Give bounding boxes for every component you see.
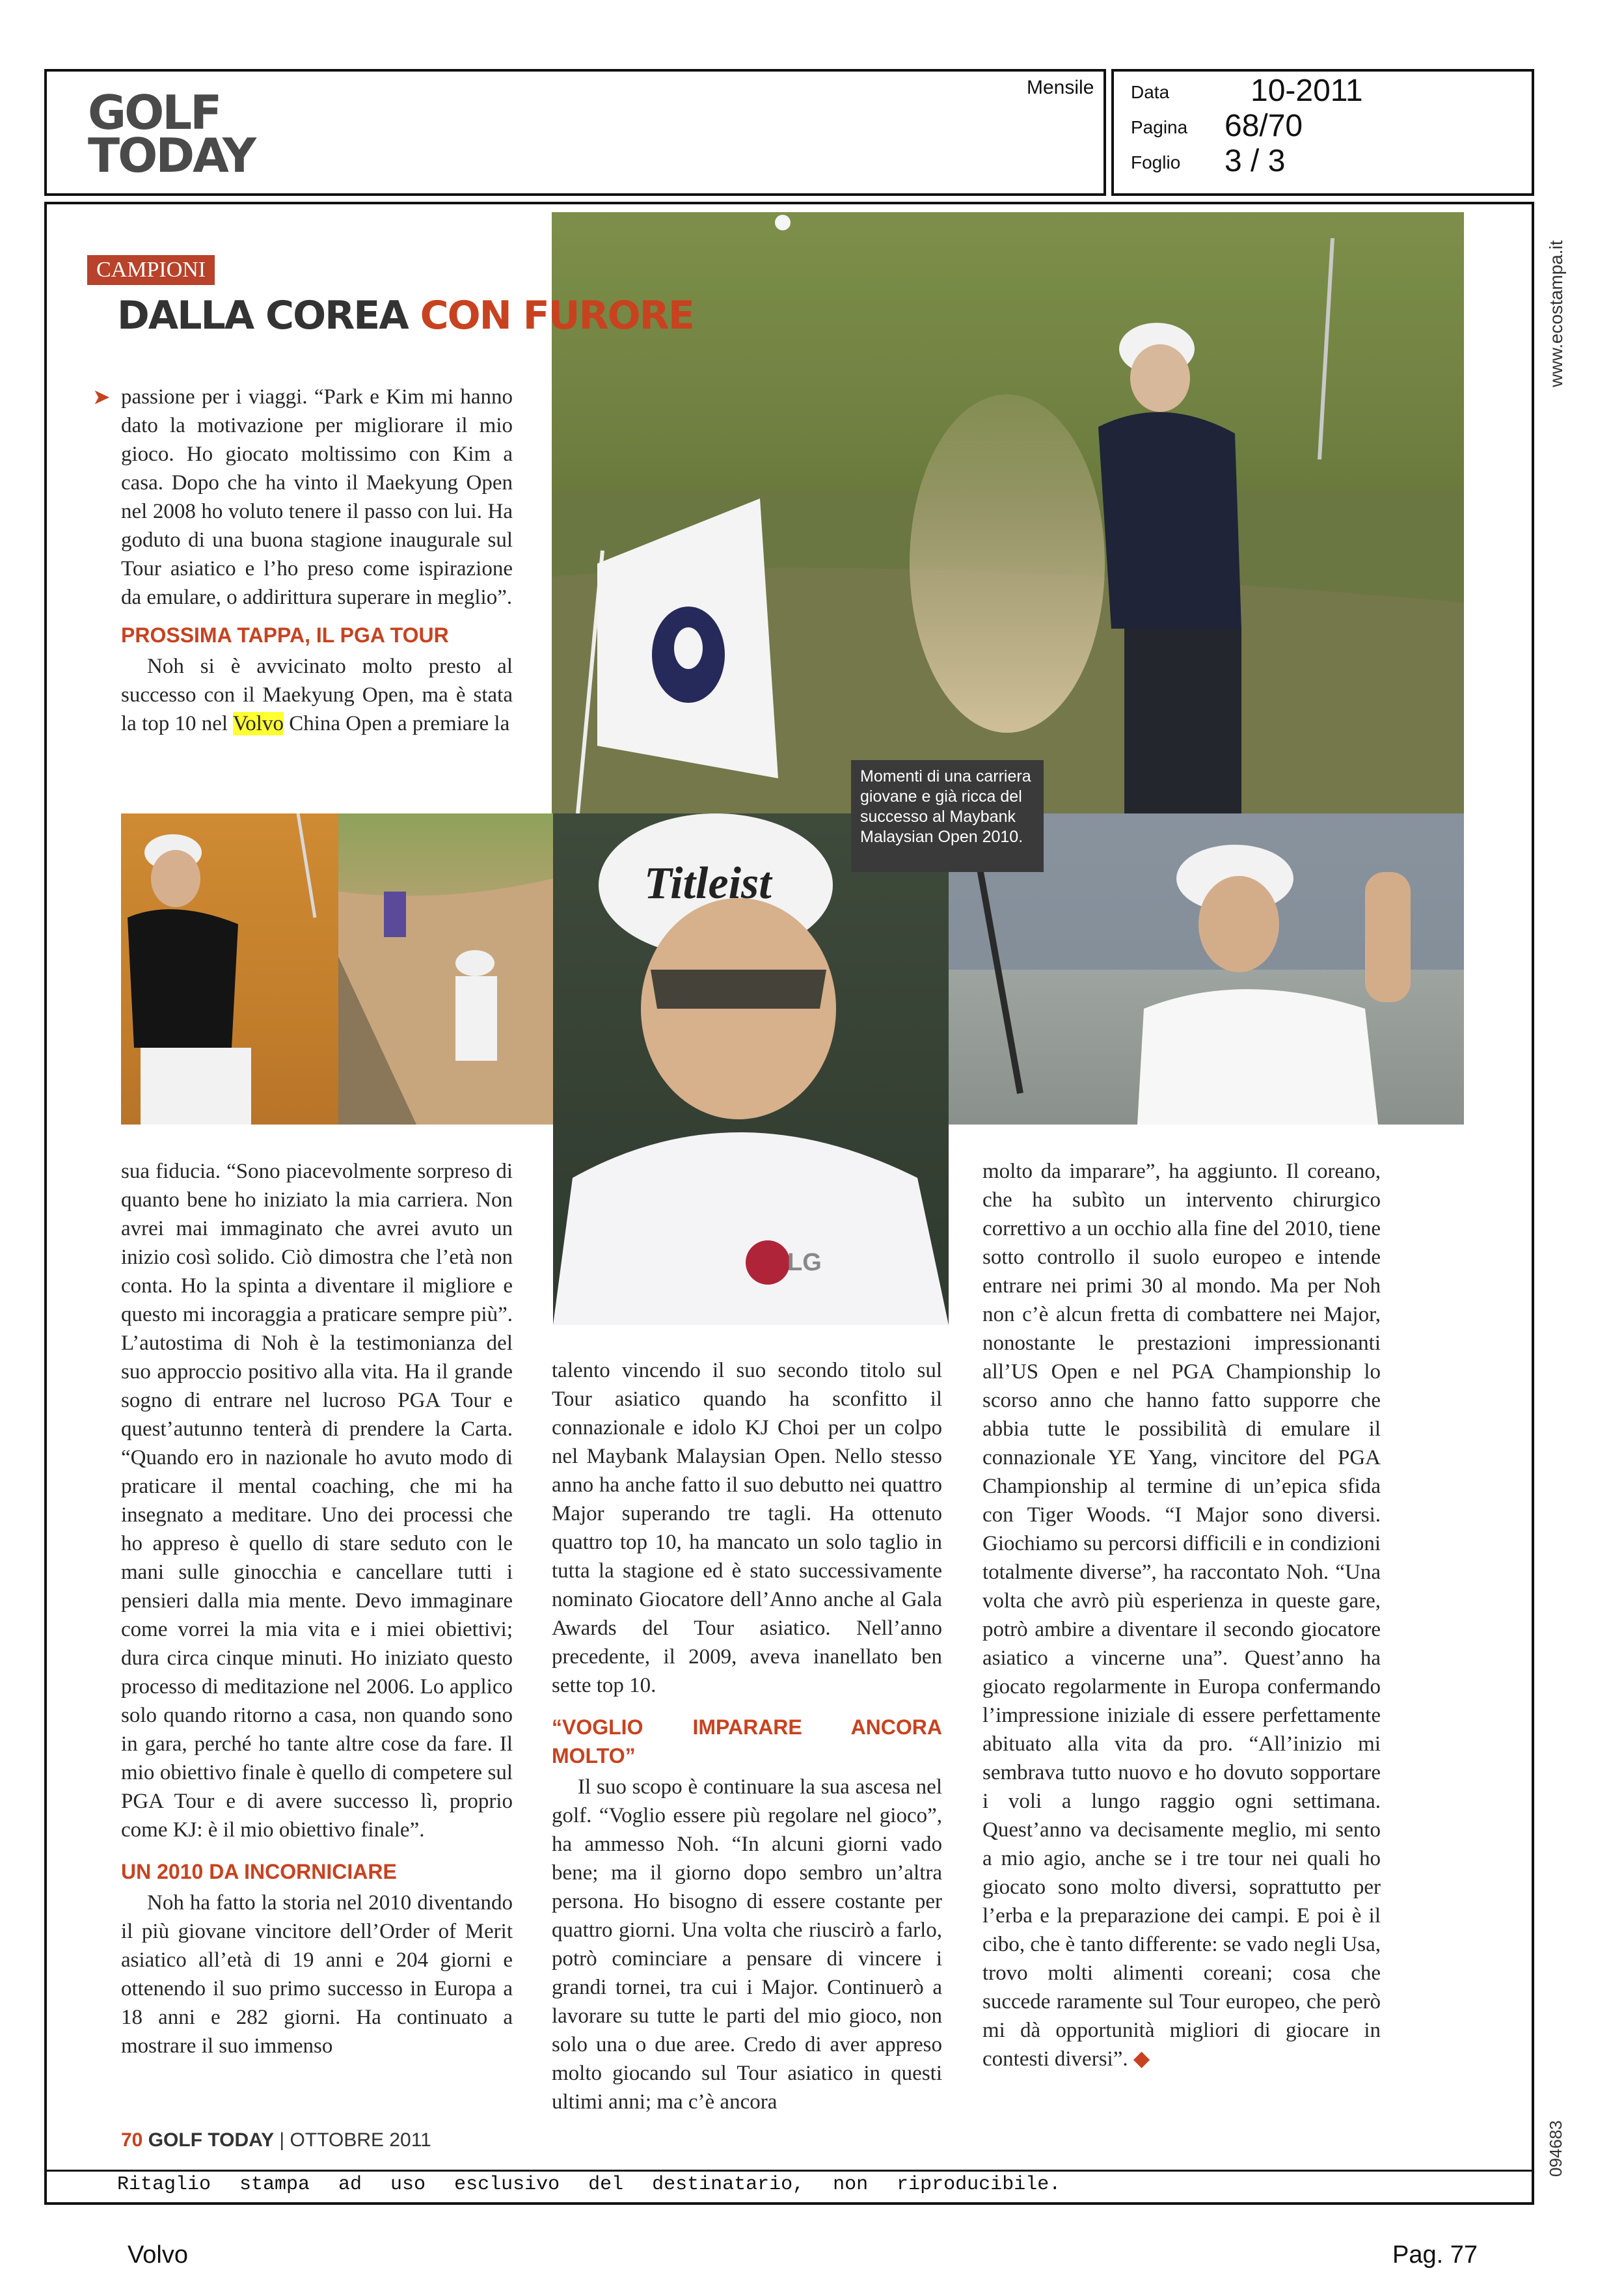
subhead-2010: UN 2010 DA INCORNICIARE — [121, 1860, 397, 1883]
photo-smile-portrait — [553, 813, 949, 1325]
shirt-logo-text: LG — [787, 1249, 822, 1276]
side-url — [1543, 215, 1569, 390]
subhead-pga-tour: PROSSIMA TAPPA, IL PGA TOUR — [121, 623, 449, 647]
pagina-value: 68/70 — [1225, 109, 1303, 143]
volvo-highlight: Volvo — [232, 712, 284, 735]
logo-line2: TODAY — [88, 128, 255, 183]
page-number: Pag. 77 — [1392, 2241, 1478, 2269]
photo-swing — [121, 813, 338, 1125]
ritaglio-notice: Ritaglio stampa ad uso esclusivo del destinatario, non riproducibile. — [117, 2174, 1061, 2196]
col3-p1: molto da imparare”, ha aggiunto. Il coreano, che ha subìto un intervento chirurgico correttivo a un occhio alla fine del 2010, tiene sotto controllo il suolo europeo e intende entrare nei primi 30 al mondo. Ma per Noh non c’è alcun fretta di combattere nei Major, nonostante le prestazioni impressionanti all’US Open e nel PGA Championship lo scorso anno che hanno fatto supporre che abbia tutte le possibilità di emulare il connazionale YE Yang, vincitore del PGA Championship al termine di un’epica sfida con Tiger Woods. “I Major sono diversi. Giochiamo su percorsi difficili e in condizioni totalmente diverse”, ha raccontato Noh. “Una volta che avrò più esperienza in queste gare, potrò ambire a diventare il secondo giocatore asiatico a vincerne una”. Quest’anno ha giocato regolarmente in Europa confermando l’impressione iniziale di essere perfettamente abituato alla vita da pro. “All’inizio mi sembrava tutto nuovo e ho dovuto sopportare i voli a lungo raggio ogni settimana. Quest’anno va decisamente meglio, mi sento a mio agio, anche se i tre tour nei quali ho giocato sono molto diversi, soprattutto per l’erba e la preparazione dei campi. E poi è il cibo, che è tanto differente: se vado negli Usa, trovo molti alimenti coreani; cosa che succede raramente sul Tour europeo, che però mi dà opportunità migliori di giocare in contesti diversi”. — [982, 1160, 1381, 2071]
footer-magazine-name: GOLF TODAY — [148, 2129, 275, 2151]
column1-top — [92, 383, 513, 738]
side-code-text: 094683 — [1546, 2120, 1565, 2177]
data-value: 10-2011 — [1251, 74, 1363, 108]
side-code — [1543, 2095, 1569, 2180]
foglio-value: 3 / 3 — [1225, 144, 1286, 178]
col1-p3: sua fiducia. “Sono piacevolmente sorpreso di quanto bene ho iniziato la mia carriera. Non avrei mai immaginato che avrei avuto un inizio così solido. Ciò dimostra che l’età non conta. Ho la spinta a diventare il migliore e questo mi incoraggia a praticare sempre più”. L’autostima di Noh è la testimonianza del suo approccio positivo alla vita. Ha il grande sogno di entrare nel lucroso PGA Tour e quest’autunno tenterà di prendere la Carta. “Quando ero in nazionale ho avuto modo di praticare il mental coaching, che mi ha insegnato a meditare. Uno dei processi che ho appreso è quello di stare seduto con le mani sulle ginocchia e cancellare tutti i pensieri dalla mia mente. Devo immaginare come vorrei la mia vita e i miei obiettivi; dura circa cinque minuti. Ho iniziato questo processo di meditazione nel 2006. Lo applico solo quando ritorno a casa, non quando sono in gara, perché ho tante altre cose da fare. Il mio obiettivo finale è quello di competere sul PGA Tour e di avere successo lì, proprio come KJ: è il mio obiettivo finale”. — [121, 1160, 513, 1842]
col1-p2-b: China Open a premiare la — [283, 712, 510, 735]
section-tag: CAMPIONI — [87, 255, 215, 285]
logo-line1: GOLF — [88, 85, 221, 140]
end-mark-icon: ◆ — [1133, 2047, 1150, 2071]
frame-divider — [44, 2170, 1534, 2172]
title-part2: CON FURORE — [420, 293, 694, 338]
column2 — [552, 1356, 942, 2116]
continue-arrow-icon: ➤ — [92, 384, 111, 409]
magazine-footer: 70 GOLF TODAY | OTTOBRE 2011 — [121, 2129, 431, 2151]
foglio-label: Foglio — [1131, 152, 1181, 172]
pagina-label: Pagina — [1131, 117, 1188, 137]
sand-spray — [910, 394, 1105, 733]
photo-bunker-walk — [338, 813, 553, 1125]
footer-page-number: 70 — [121, 2129, 143, 2151]
col1-intro: passione per i viaggi. “Park e Kim mi hanno dato la motivazione per migliorare il mio gioco. Ho giocato moltissimo con Kim a casa. Dopo che ha vinto il Maekyung Open nel 2008 ho voluto tenere il passo con lui. Ha goduto di una buona stagione inaugurale sul Tour asiatico e l’ho preso come ispirazione da emulare, o addirittura superare in meglio”. — [121, 385, 513, 609]
article-title — [117, 293, 694, 338]
col1-p2-a: Noh si è avvicinato molto presto al successo con il Maekyung Open, ma è stata la top 10 nel — [121, 655, 513, 735]
golf-today-logo — [88, 85, 257, 183]
col1-p4: Noh ha fatto la storia nel 2010 diventando il più giovane vincitore dell’Order of Merit asiatico all’età di 19 anni e 204 giorni e ottenendo il suo primo successo in Europa a 18 anni e 282 giorni. Ha continuato a mostrare il suo immenso — [121, 1891, 513, 2058]
side-url-text: www.ecostampa.it — [1546, 240, 1566, 387]
keyword-label: Volvo — [128, 2241, 188, 2269]
column1-bottom — [121, 1157, 513, 2060]
subhead-imparare: “VOGLIO IMPARARE ANCORA MOLTO” — [552, 1715, 942, 1767]
photo-caption: Momenti di una carriera giovane e già ricca del successo al Maybank Malaysian Open 2010. — [851, 760, 1044, 872]
footer-issue-date: OTTOBRE 2011 — [290, 2129, 431, 2151]
periodicity: Mensile — [1027, 77, 1094, 98]
col2-p2: Il suo scopo è continuare la sua ascesa nel golf. “Voglio essere più regolare nel gioco”, ha ammesso Noh. “In alcuni giorni vado bene; ma il giorno dopo sembro un’altra persona. Ho bisogno di essere costante per quattro giorni. Una volta che riuscirò a farlo, potrò cominciare a pensare di vincere i grandi tornei, tra cui i Major. Continuerò a lavorare su tutte le parti del mio gioco, non solo una o due aree. Credo di aver appreso molto giocando sul Tour asiatico in questi ultimi anni; ma c’è ancora — [552, 1775, 942, 2114]
col2-p1: talento vincendo il suo secondo titolo sul Tour asiatico quando ha sconfitto il connazionale e idolo KJ Choi per un colpo nel Maybank Malaysian Open. Nello stesso anno ha anche fatto il suo debutto nei quattro Major superando tre tagli. Ha ottenuto quattro top 10, ha mancato un solo taglio in tutta la stagione ed è stato successivamente nominato Giocatore dell’Anno anche al Gala Awards del Tour asiatico. Nell’anno precedente, il 2009, aveva inanellato ben sette top 10. — [552, 1359, 942, 1697]
cap-logo-text: Titleist — [644, 858, 772, 908]
title-part1: DALLA COREA — [117, 293, 420, 338]
data-label: Data — [1131, 82, 1170, 102]
column3 — [982, 1157, 1381, 2073]
